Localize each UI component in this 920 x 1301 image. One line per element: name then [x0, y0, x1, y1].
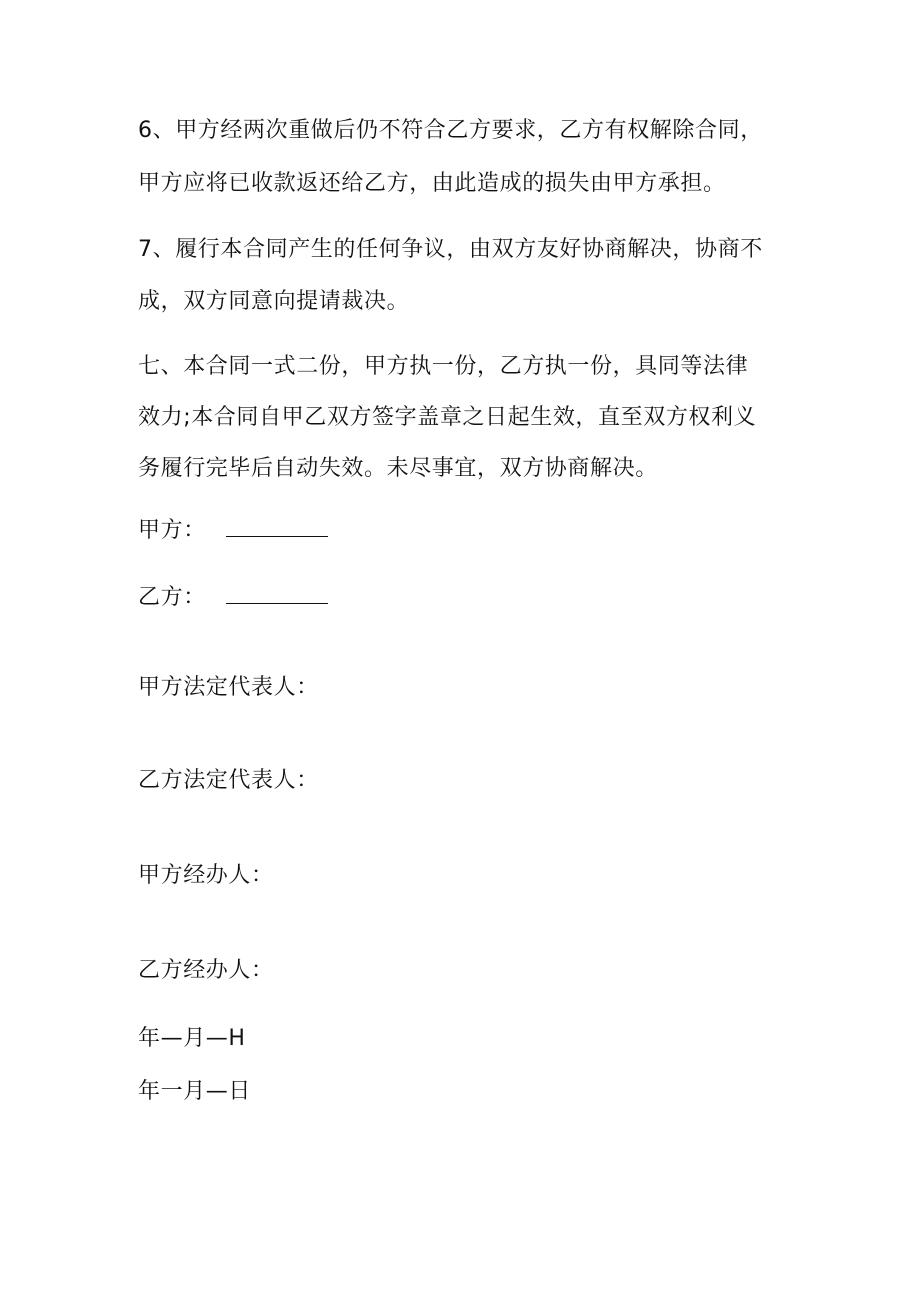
clause-seven-line-3: 务履行完毕后自动失效。未尽事宜，双方协商解决。	[138, 456, 658, 481]
party-a-agent: 甲方经办人：	[138, 863, 274, 888]
clause-7-line-2: 成，双方同意向提请裁决。	[138, 289, 410, 314]
date-line-1: 年—月—H	[138, 1026, 246, 1051]
clause-7-line-1: 7、履行本合同产生的任何争议，由双方友好协商解决，协商不	[138, 237, 763, 262]
party-a-label: 甲方：	[138, 518, 206, 543]
date-line-2: 年一月—日	[138, 1079, 252, 1104]
clause-6-line-2: 甲方应将已收款返还给乙方，由此造成的损失由甲方承担。	[138, 171, 726, 196]
party-b-label: 乙方：	[138, 585, 206, 610]
clause-seven-line-1: 七、本合同一式二份，甲方执一份，乙方执一份，具同等法律	[138, 354, 749, 379]
party-b-row	[138, 583, 328, 613]
party-a-representative: 甲方法定代表人：	[138, 675, 319, 700]
party-a-row	[138, 516, 328, 546]
party-a-blank	[226, 516, 328, 537]
party-b-agent: 乙方经办人：	[138, 958, 274, 983]
clause-6-line-1: 6、甲方经两次重做后仍不符合乙方要求，乙方有权解除合同，	[138, 118, 763, 143]
clause-seven-line-2: 效力;本合同自甲乙双方签字盖章之日起生效，直至双方权利义	[138, 405, 757, 430]
party-b-representative: 乙方法定代表人：	[138, 768, 319, 793]
party-b-blank	[226, 583, 328, 604]
